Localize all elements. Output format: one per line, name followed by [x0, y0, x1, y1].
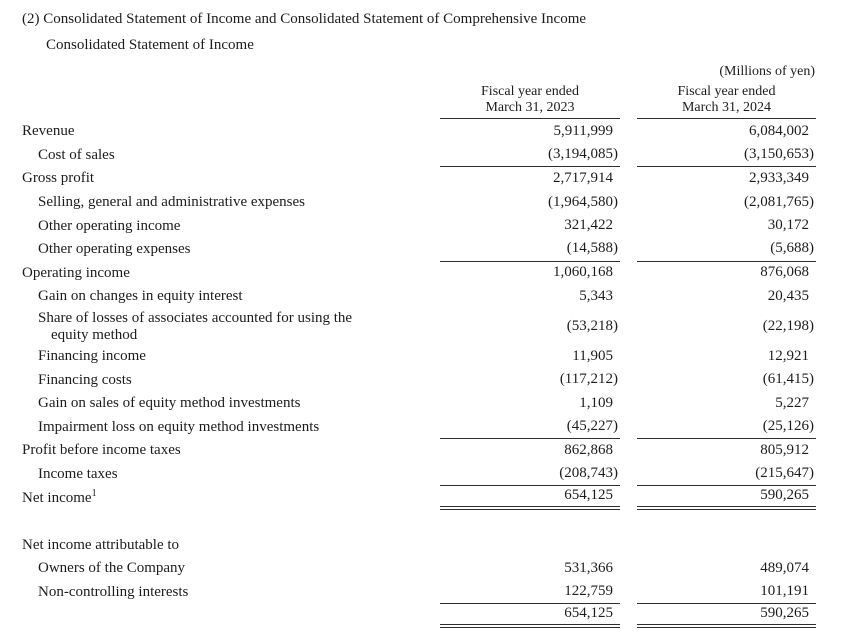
row-value-fy2023: 654,125 — [440, 604, 620, 628]
row-value-fy2023: 531,366 — [564, 559, 613, 576]
row-value-fy2024: 6,084,002 — [749, 122, 809, 139]
column-header-fy2023 — [440, 84, 620, 119]
table-row — [22, 120, 816, 144]
units-note: (Millions of yen) — [719, 64, 815, 79]
table-row — [22, 309, 816, 345]
section-spacer — [22, 510, 816, 533]
row-value-fy2023: 122,759 — [440, 581, 620, 605]
table-row — [22, 262, 816, 286]
row-value-fy2024: 590,265 — [637, 604, 816, 628]
column-header-fy2024-line2: March 31, 2024 — [681, 100, 772, 115]
row-label: Other operating income — [38, 217, 181, 234]
row-value-fy2023 — [440, 533, 620, 557]
row-value-fy2024: (2,081,765) — [744, 193, 814, 210]
row-label: Income taxes — [38, 466, 118, 483]
column-header-fy2024-line1: Fiscal year ended — [677, 84, 776, 99]
table-row — [22, 191, 816, 215]
row-label: Share of losses of associates accounted for using the equity method — [38, 309, 353, 343]
row-value-fy2023: 1,109 — [579, 394, 613, 411]
row-label: Cost of sales — [38, 146, 115, 163]
row-value-fy2024: (5,688) — [637, 238, 816, 262]
row-value-fy2024: (22,198) — [762, 317, 814, 334]
row-value-fy2023: 862,868 — [564, 441, 613, 458]
page-subtitle: Consolidated Statement of Income — [46, 37, 254, 53]
row-value-fy2024: 5,227 — [775, 394, 809, 411]
row-value-fy2024: (215,647) — [637, 463, 816, 487]
table-row — [22, 439, 816, 463]
table-row — [22, 144, 816, 168]
row-value-fy2023: (45,227) — [440, 416, 620, 440]
table-body — [22, 120, 816, 628]
row-value-fy2023: (1,964,580) — [548, 193, 618, 210]
row-label: Non-controlling interests — [38, 583, 189, 600]
row-value-fy2023: 1,060,168 — [553, 264, 613, 281]
row-label: Net income attributable to — [22, 536, 180, 553]
row-value-fy2024: 20,435 — [767, 287, 809, 304]
row-label: Impairment loss on equity method investments — [38, 418, 320, 435]
row-label: Operating income — [22, 264, 130, 281]
row-value-fy2024: 805,912 — [760, 441, 809, 458]
table-row — [22, 167, 816, 191]
row-label: Gain on changes in equity interest — [38, 288, 243, 305]
table-row — [22, 238, 816, 262]
table-row — [22, 368, 816, 392]
row-value-fy2024 — [637, 533, 816, 557]
row-value-fy2024: (61,415) — [762, 371, 814, 388]
table-row — [22, 557, 816, 581]
row-value-fy2023: (53,218) — [566, 317, 618, 334]
row-label: Gross profit — [22, 170, 95, 187]
column-header-fy2024 — [637, 84, 816, 119]
table-row — [22, 533, 816, 557]
row-value-fy2024: 2,933,349 — [749, 169, 809, 186]
row-value-fy2023: 5,343 — [579, 287, 613, 304]
row-label: Revenue — [22, 123, 75, 140]
row-label: Financing income — [38, 348, 146, 365]
footnote-marker: 1 — [91, 487, 97, 499]
income-statement-table — [22, 84, 816, 628]
row-value-fy2023: 2,717,914 — [553, 169, 613, 186]
row-value-fy2024: (3,150,653) — [637, 144, 816, 168]
header-label-spacer — [22, 84, 423, 119]
row-label: Owners of the Company — [38, 560, 186, 577]
row-value-fy2024: (25,126) — [637, 416, 816, 440]
row-label — [22, 604, 423, 628]
page-title: (2) Consolidated Statement of Income and Consolidated Statement of Comprehensive Income — [22, 11, 587, 27]
table-row — [22, 392, 816, 416]
row-value-fy2024: 12,921 — [767, 347, 809, 364]
row-label: Profit before income taxes — [22, 442, 181, 459]
row-value-fy2023: (14,588) — [440, 238, 620, 262]
row-value-fy2024: 30,172 — [767, 217, 809, 234]
table-row — [22, 285, 816, 309]
table-row — [22, 345, 816, 369]
row-label: Net income$^1$ — [22, 487, 97, 506]
row-value-fy2023: 5,911,999 — [553, 122, 613, 139]
column-header-fy2023-line2: March 31, 2023 — [485, 100, 575, 115]
row-label: Financing costs — [38, 371, 132, 388]
table-row — [22, 581, 816, 605]
table-header-row — [22, 84, 816, 119]
table-row — [22, 604, 816, 628]
row-value-fy2023: 654,125 — [440, 486, 620, 510]
row-label: Other operating expenses — [38, 241, 191, 258]
row-label: Selling, general and administrative expenses — [38, 194, 306, 211]
row-value-fy2024: 489,074 — [760, 559, 809, 576]
row-value-fy2023: (117,212) — [559, 371, 618, 388]
column-header-fy2023-line1: Fiscal year ended — [481, 84, 579, 99]
table-row — [22, 214, 816, 238]
row-label: Gain on sales of equity method investments — [38, 395, 301, 412]
table-row — [22, 416, 816, 440]
table-row — [22, 486, 816, 510]
table-row — [22, 463, 816, 487]
row-value-fy2023: 11,905 — [572, 347, 613, 364]
row-value-fy2023: (208,743) — [440, 463, 620, 487]
row-value-fy2024: 101,191 — [637, 581, 816, 605]
row-value-fy2023: (3,194,085) — [440, 144, 620, 168]
row-value-fy2023: 321,422 — [564, 217, 613, 234]
row-value-fy2024: 590,265 — [637, 486, 816, 510]
row-value-fy2024: 876,068 — [760, 264, 809, 281]
